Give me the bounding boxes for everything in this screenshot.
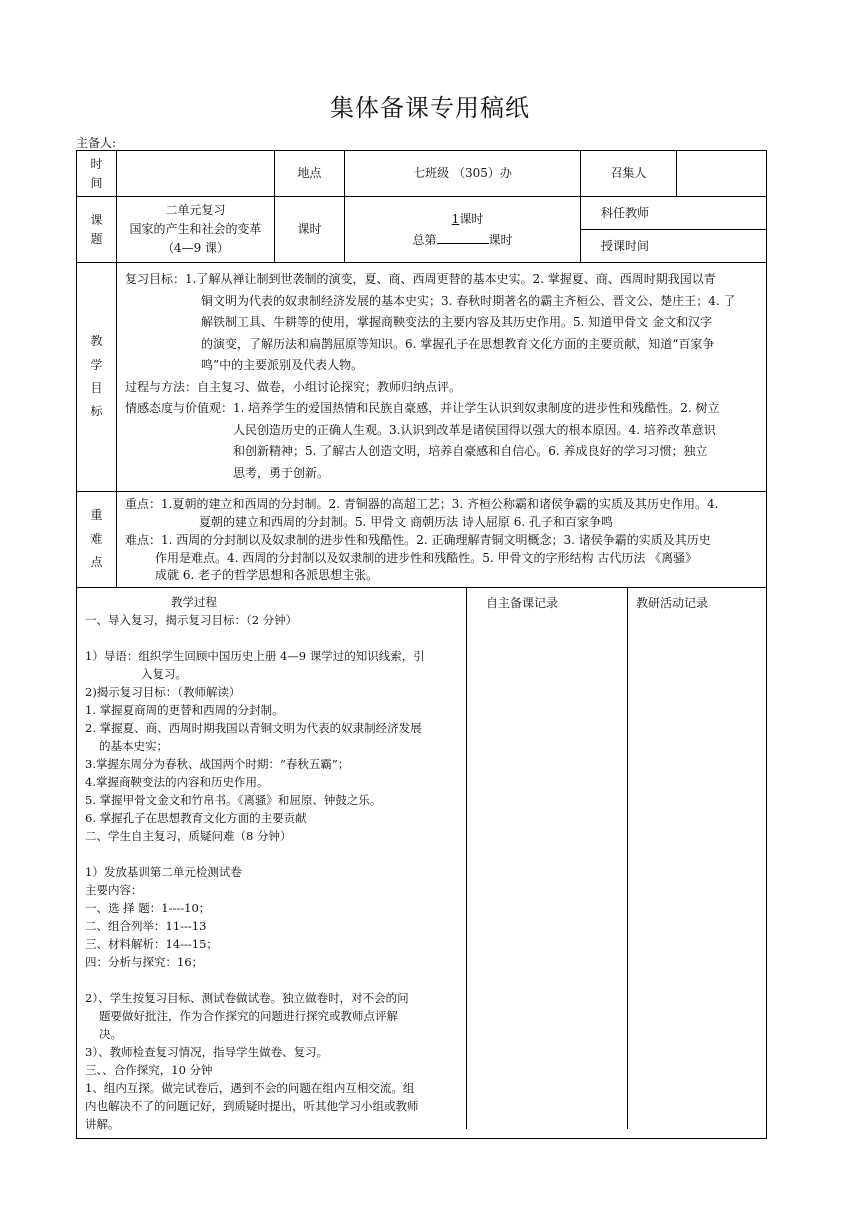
research-label: 教研活动记录 (636, 596, 709, 610)
process-line: 一、导入复习，揭示复习目标：（2 分钟） (85, 612, 298, 627)
keypoints-content (117, 492, 767, 588)
process-line: 1. 掌握夏商周的更替和西周的分封制。 (85, 702, 284, 717)
process-line (85, 972, 575, 990)
goals-content (117, 263, 767, 492)
process-line: 二、组合列举：11---13 (85, 918, 207, 933)
row-process (77, 587, 767, 1138)
total-period-blank (437, 231, 489, 244)
keypoints-label: 重 难 点 (77, 492, 117, 588)
goals-label: 教 学 目 标 (77, 263, 117, 492)
process-line: 4.掌握商鞅变法的内容和历史作用。 (85, 774, 269, 789)
difficulty-line: 作用是难点。4. 西周的分封制以及奴隶制的进步性和残酷性。5. 甲骨文的字形结构 古代历法 《离骚》 (155, 550, 698, 565)
row-keypoints (77, 492, 767, 588)
review-goal-line: 鸣”中的主要派别及代表人物。 (201, 358, 364, 372)
time-label: 时 间 (77, 151, 117, 197)
emotion-goal-head: 情感态度与价值观：1. 培养学生的爱国热情和民族自豪感，并让学生认识到奴隶制度的进步性和残酷性。2. 树立 (125, 401, 720, 415)
self-prep-label: 自主备课记录 (486, 596, 559, 610)
review-goal-line: 的演变，了解历法和扁鹊屈原等知识。6. 掌握孔子在思想教育文化方面的主要贡献，知道“百家争 (201, 336, 715, 351)
emotion-goal-line: 思考，勇于创新。 (233, 465, 330, 480)
process-line: 四：分析与探究：16； (85, 954, 204, 969)
process-line (85, 630, 575, 648)
topic-label: 课 题 (77, 197, 117, 263)
difficulty-line: 成就 6. 老子的哲学思想和各派思想主张。 (155, 568, 379, 582)
process-line: 一、选 择 题：1----10； (85, 900, 211, 915)
period-value: 1课时 总第 课时 (345, 197, 581, 263)
process-line: 2. 掌握夏、商、西周时期我国以青铜文明为代表的奴隶制经济发展 (85, 720, 422, 735)
key-points-line: 夏朝的建立和西周的分封制。5. 甲骨文 商朝历法 诗人屈原 6. 孔子和百家争鸣 (199, 515, 613, 529)
teacher-label: 科任教师 (581, 197, 767, 230)
row-time (77, 151, 767, 197)
process-lines (85, 612, 575, 1134)
teach-time-label: 授课时间 (581, 230, 767, 263)
location-label: 地点 (275, 151, 345, 197)
review-goal-line: 解铁制工具、牛耕等的使用，掌握商鞅变法的主要内容及其历史作用。5. 知道甲骨文 金文和汉字 (201, 315, 713, 329)
location-value: 七班级 （305）办 (345, 151, 581, 197)
convener-value-cell (677, 151, 767, 197)
row-goals (77, 263, 767, 492)
process-cell (77, 587, 581, 1138)
process-line: 内也解决不了的问题记好，到质疑时提出，听其他学习小组或教师 (85, 1098, 419, 1113)
process-line: 决。 (99, 1026, 122, 1041)
process-line: 三、、合作探究，10 分钟 (85, 1062, 213, 1077)
process-divider (466, 588, 467, 1129)
lesson-plan-table (76, 150, 767, 1139)
process-method: 过程与方法：自主复习、做卷，小组讨论探究；教师归纳点评。 (125, 379, 462, 394)
preparer-label: 主备人: (76, 136, 117, 150)
process-line: 5. 掌握甲骨文金文和竹帛书。《离骚》和屈原、钟鼓之乐。 (85, 792, 382, 807)
page-title: 集体备课专用稿纸 (330, 94, 530, 122)
period-label: 课时 (275, 197, 345, 263)
process-line: 入复习。 (141, 666, 187, 681)
topic-value: 二单元复习 国家的产生和社会的变革 （4—9 课） (117, 197, 275, 263)
process-line: 二、学生自主复习，质疑问难（8 分钟） (85, 828, 292, 843)
research-cell (677, 587, 767, 1138)
self-prep-cell (581, 587, 677, 1138)
emotion-goal-line: 人民创造历史的正确人生观。3.认识到改革是诸侯国得以强大的根本原因。4. 培养改革意识 (233, 422, 716, 437)
process-line: 3）、教师检查复习情况，指导学生做卷、复习。 (85, 1044, 329, 1059)
process-line (85, 846, 575, 864)
review-goal-line: 铜文明为代表的奴隶制经济发展的基本史实；3. 春秋时期著名的霸主齐桓公、晋文公、楚庄王；4. 了 (201, 293, 736, 308)
process-divider (627, 588, 628, 1129)
key-points-head: 重点：1.夏朝的建立和西周的分封制。2. 青铜器的高超工艺；3. 齐桓公称霸和诸侯争霸的实质及其历史作用。4. (125, 497, 719, 511)
process-line: 2)揭示复习目标：（教师解读） (85, 684, 241, 699)
review-goal-head: 复习目标：1.了解从禅让制到世袭制的演变，夏、商、西周更替的基本史实。2. 掌握夏、商、西周时期我国以青 (125, 272, 716, 286)
process-line: 3.掌握东周分为春秋、战国两个时期：“春秋五霸”； (85, 756, 350, 771)
process-line: 2）、学生按复习目标、测试卷做试卷。独立做卷时，对不会的问 (85, 990, 409, 1005)
process-line: 讲解。 (85, 1116, 120, 1131)
emotion-goal-line: 和创新精神；5. 了解古人创造文明，培养自豪感和自信心。6. 养成良好的学习习惯；独立 (233, 444, 708, 458)
convener-label: 召集人 (581, 151, 677, 197)
process-line: 三、材料解析：14---15； (85, 936, 218, 951)
process-line: 6. 掌握孔子在思想教育文化方面的主要贡献 (85, 810, 307, 825)
process-heading: 教学过程 (171, 594, 217, 609)
difficulty-head: 难点：1. 西周的分封制以及奴隶制的进步性和残酷性。2. 正确理解青铜文明概念；3. 诸侯争霸的实质及其历史 (125, 532, 711, 547)
period-count: 1 (451, 212, 460, 227)
row-topic (77, 197, 767, 230)
process-line: 题要做好批注，作为合作探究的问题进行探究或教师点评解 (99, 1008, 398, 1023)
time-value-cell (117, 151, 275, 197)
process-line: 1）导语：组织学生回顾中国历史上册 4—9 课学过的知识线索，引 (85, 648, 425, 663)
process-line: 主要内容： (85, 882, 143, 897)
process-line: 1、组内互探。做完试卷后，遇到不会的问题在组内互相交流。组 (85, 1080, 415, 1095)
process-line: 的基本史实； (99, 738, 168, 753)
process-line: 1）发放基训第二单元检测试卷 (85, 864, 242, 879)
